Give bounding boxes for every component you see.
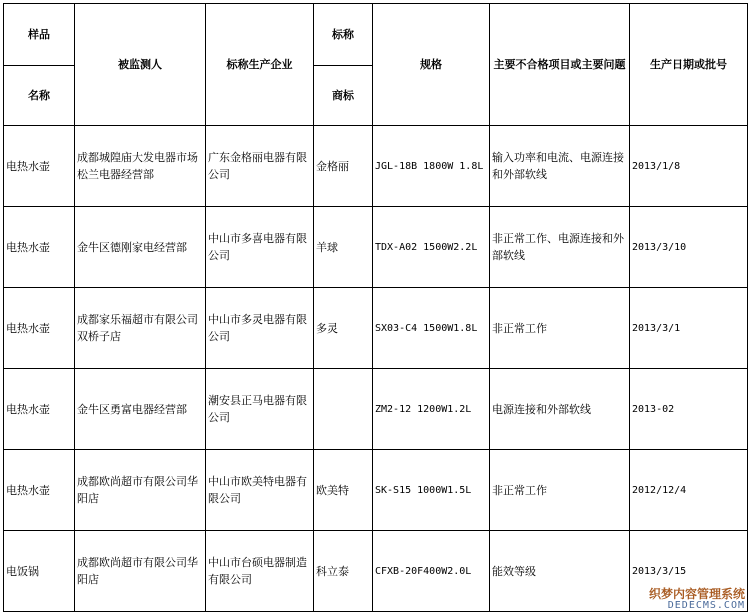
header-spec: 规格 [373,4,490,126]
cell-spec: TDX-A02 1500W2.2L [373,207,490,288]
cell-trademark: 羊球 [314,207,373,288]
table-row [4,288,748,369]
cell-trademark: 多灵 [314,288,373,369]
cell-issues: 能效等级 [490,531,630,612]
watermark-line2: DEDECMS.COM [667,600,745,611]
cell-trademark: 欧美特 [314,450,373,531]
inspection-table [3,3,748,612]
cell-monitored: 金牛区德刚家电经营部 [75,207,206,288]
cell-monitored: 成都家乐福超市有限公司双桥子店 [75,288,206,369]
table-row [4,531,748,612]
cell-spec: SX03-C4 1500W1.8L [373,288,490,369]
cell-manufacturer: 中山市多喜电器有限公司 [206,207,314,288]
cell-trademark [314,369,373,450]
table-row [4,369,748,450]
cell-manufacturer: 中山市多灵电器有限公司 [206,288,314,369]
header-trademark: 商标 [314,66,373,126]
table-row [4,207,748,288]
cell-manufacturer: 中山市台硕电器制造有限公司 [206,531,314,612]
cell-name: 电饭锅 [4,531,75,612]
header-row-1 [4,4,748,66]
cell-name: 电热水壶 [4,369,75,450]
cell-date: 2013/3/1 [630,288,748,369]
cell-spec: SK-S15 1000W1.5L [373,450,490,531]
header-manufacturer: 标称生产企业 [206,4,314,126]
cell-monitored: 金牛区勇富电器经营部 [75,369,206,450]
header-issues: 主要不合格项目或主要问题 [490,4,630,126]
cell-issues: 输入功率和电流、电源连接和外部软线 [490,126,630,207]
cell-manufacturer: 中山市欧美特电器有限公司 [206,450,314,531]
cell-monitored: 成都城隍庙大发电器市场松兰电器经营部 [75,126,206,207]
table-row [4,450,748,531]
cell-name: 电热水壶 [4,207,75,288]
cell-issues: 非正常工作 [490,288,630,369]
cell-date: 2013/3/15 [630,531,748,612]
header-label-group: 标称 [314,4,373,66]
cell-date: 2012/12/4 [630,450,748,531]
cell-monitored: 成都欧尚超市有限公司华阳店 [75,531,206,612]
cell-date: 2013/3/10 [630,207,748,288]
cell-date: 2013/1/8 [630,126,748,207]
cell-name: 电热水壶 [4,450,75,531]
cell-spec: JGL-18B 1800W 1.8L [373,126,490,207]
header-sample-group: 样品 [4,4,75,66]
header-sample-name: 名称 [4,66,75,126]
cell-name: 电热水壶 [4,126,75,207]
watermark-line1: 织梦内容管理系统 [648,587,745,601]
cell-manufacturer: 广东金格丽电器有限公司 [206,126,314,207]
watermark-logo [649,588,745,612]
cell-manufacturer: 潮安县正马电器有限公司 [206,369,314,450]
cell-name: 电热水壶 [4,288,75,369]
cell-issues: 非正常工作 [490,450,630,531]
header-monitored: 被监测人 [75,4,206,126]
cell-issues: 非正常工作、电源连接和外部软线 [490,207,630,288]
header-date: 生产日期或批号 [630,4,748,126]
table-row [4,126,748,207]
cell-spec: ZM2-12 1200W1.2L [373,369,490,450]
cell-date: 2013-02 [630,369,748,450]
cell-spec: CFXB-20F400W2.0L [373,531,490,612]
cell-trademark: 金格丽 [314,126,373,207]
cell-monitored: 成都欧尚超市有限公司华阳店 [75,450,206,531]
cell-trademark: 科立泰 [314,531,373,612]
cell-issues: 电源连接和外部软线 [490,369,630,450]
